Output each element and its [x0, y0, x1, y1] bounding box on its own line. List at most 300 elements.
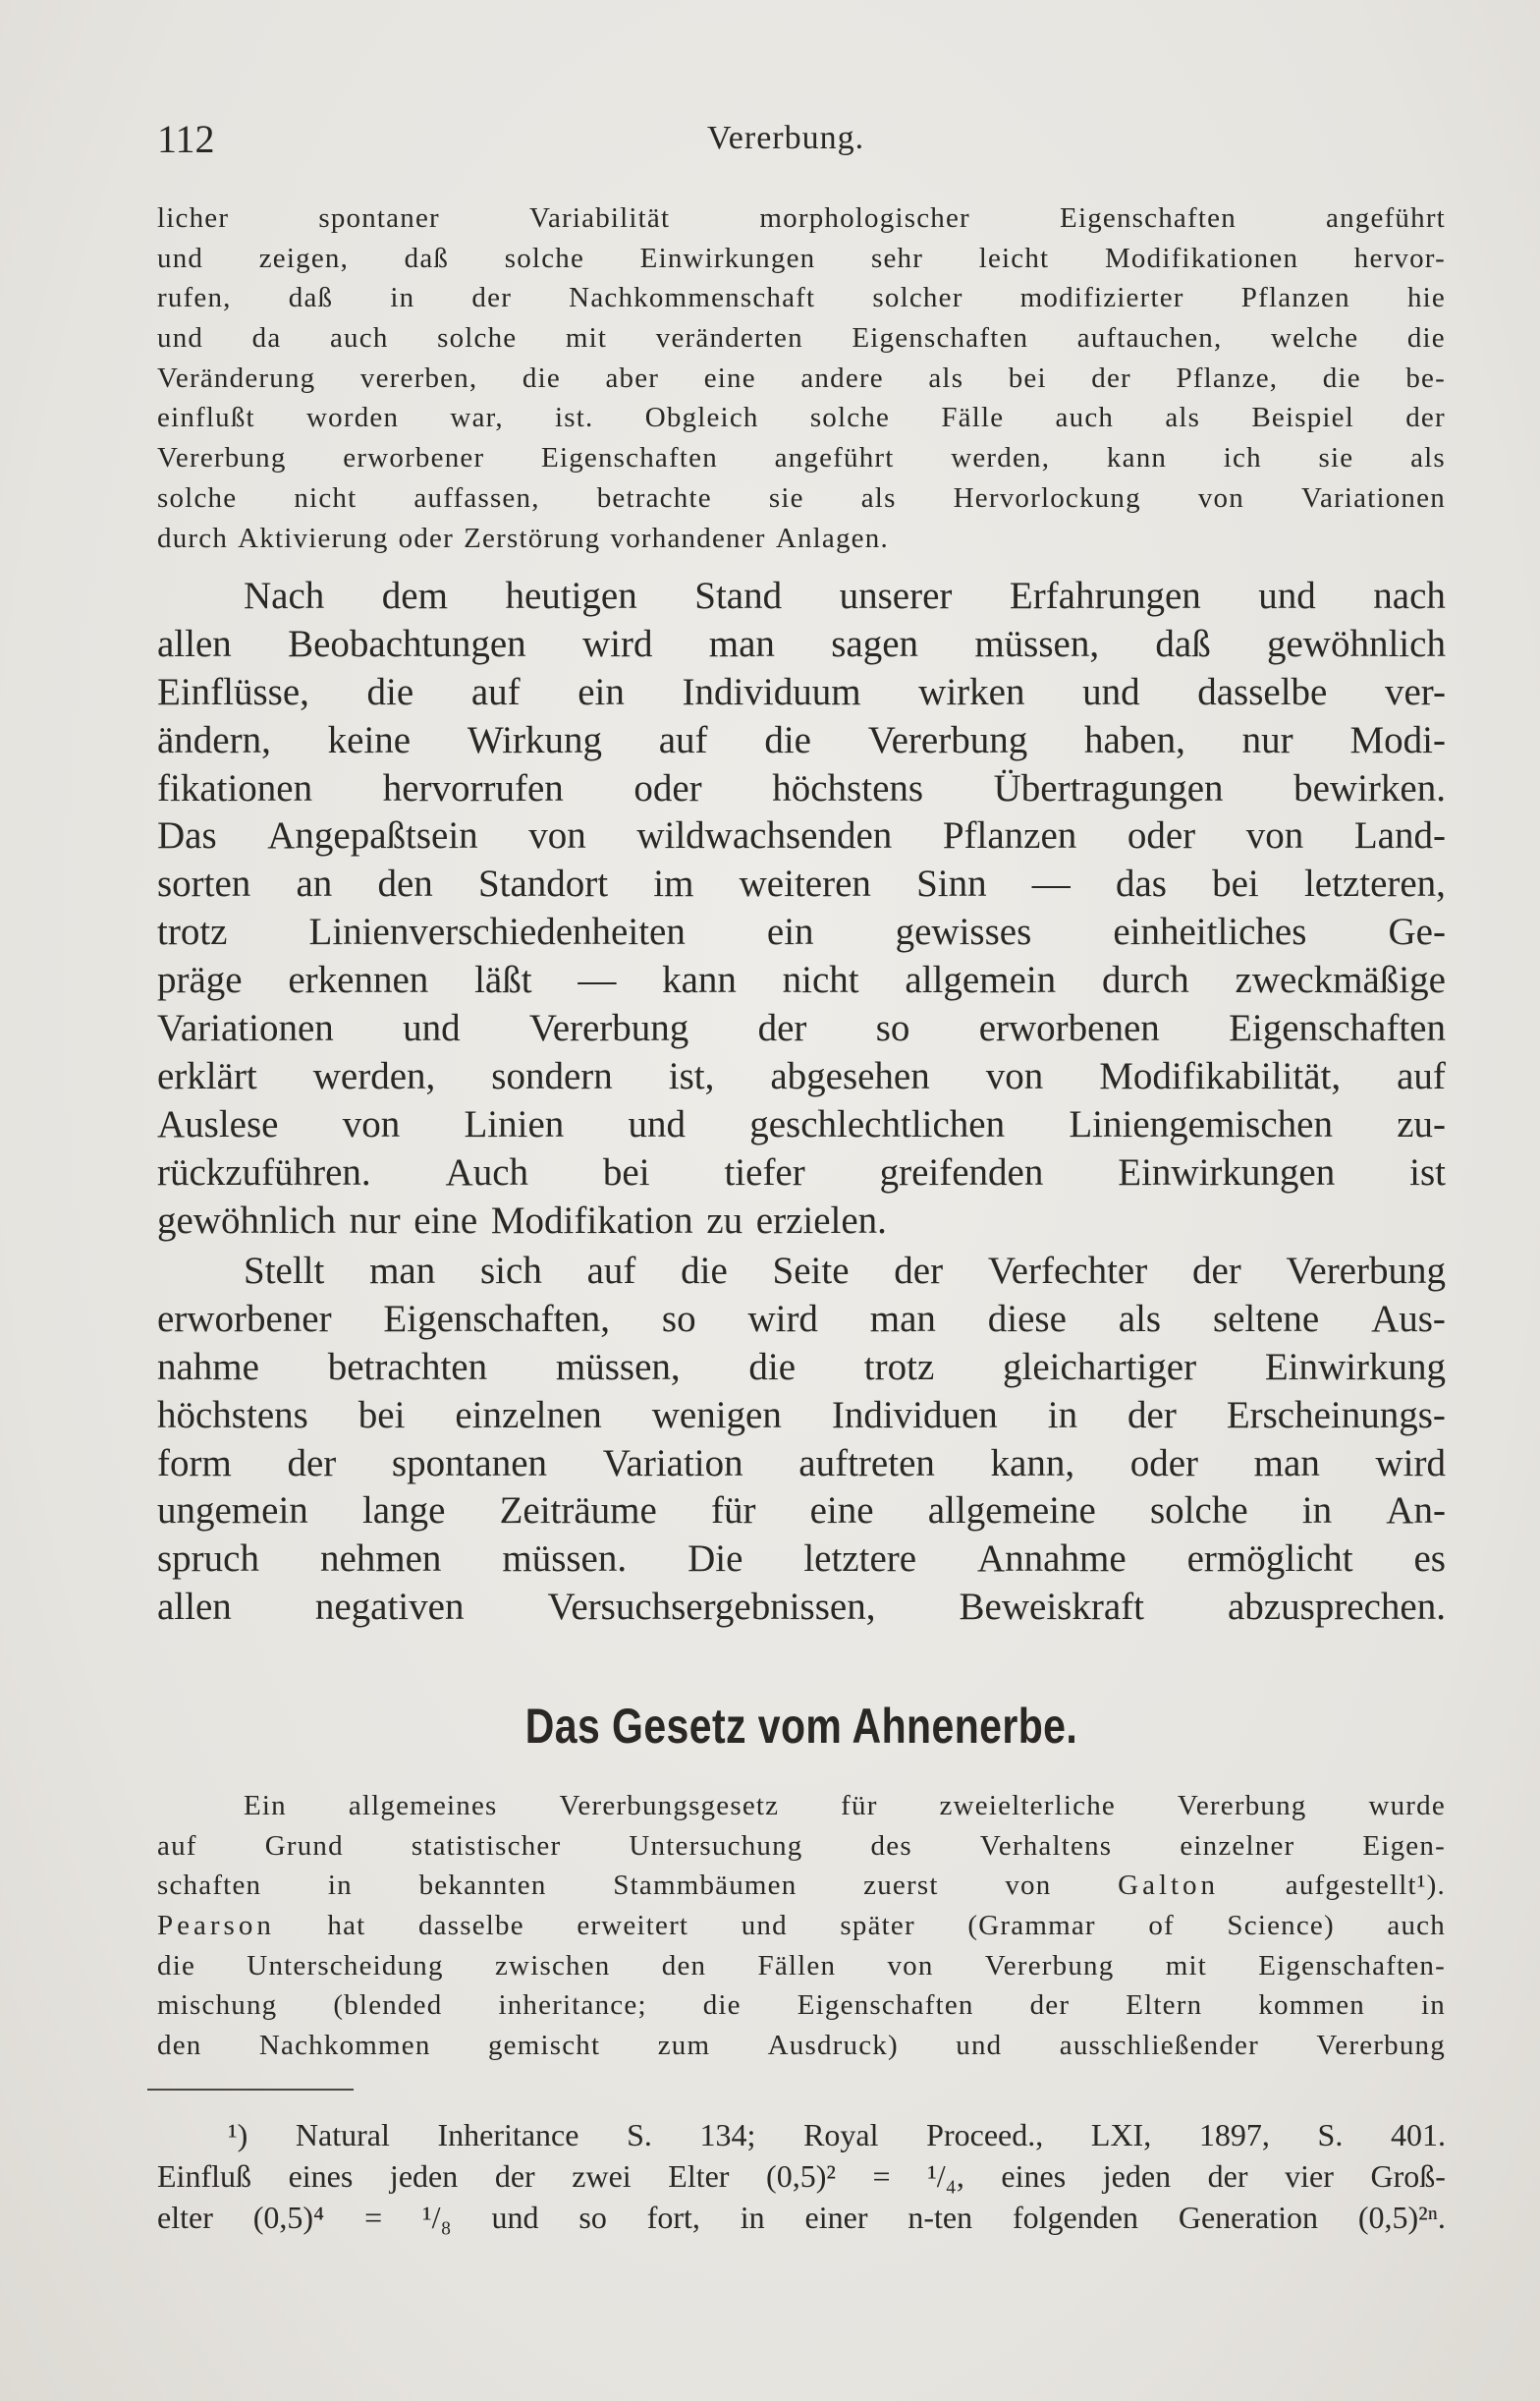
word: vier — [1285, 2158, 1334, 2194]
word: so — [578, 2200, 607, 2235]
word: — — [578, 959, 617, 1002]
word: man — [369, 1250, 436, 1292]
word: ¹/₄, — [927, 2158, 964, 2194]
text-line — [157, 1149, 1446, 1198]
word: jeden — [389, 2158, 459, 2194]
word: erworbenen — [978, 1007, 1160, 1050]
text-line — [157, 1536, 1446, 1584]
word: trotz — [863, 1345, 935, 1388]
word: gewisses — [895, 911, 1032, 954]
word: kann — [662, 959, 737, 1002]
word: Vererbung — [1316, 2030, 1446, 2062]
word: Vererbung — [984, 1949, 1115, 1982]
word: von — [1245, 814, 1304, 858]
word: in — [1421, 1989, 1446, 2022]
word: ich — [1223, 442, 1262, 475]
word: die — [764, 718, 811, 761]
word: licher — [157, 202, 230, 234]
word: Modifikationen — [1104, 242, 1299, 274]
word: sehr — [870, 242, 924, 274]
word: den — [661, 1949, 707, 1982]
word: An- — [1386, 1489, 1446, 1533]
word: letzteren, — [1303, 863, 1446, 906]
text-line — [157, 2026, 1446, 2066]
text-line — [157, 1786, 1446, 1826]
word: solche — [437, 322, 518, 355]
word: der — [471, 282, 513, 314]
text-line — [157, 621, 1446, 669]
text-line — [157, 1392, 1446, 1440]
word: Aktivierung — [238, 522, 389, 554]
word: auch — [1055, 402, 1115, 434]
word: Eigenschaften — [541, 442, 718, 475]
word: der — [894, 1250, 944, 1292]
word: (blended — [333, 1989, 443, 2022]
word: präge — [157, 959, 243, 1002]
word: ändern, — [157, 718, 271, 761]
word: die — [1406, 322, 1446, 355]
word: und — [403, 1007, 461, 1050]
word: Royal — [803, 2117, 879, 2152]
word: auf — [157, 1829, 197, 1862]
word: Pflanze, — [1176, 362, 1279, 394]
word: und — [157, 322, 204, 355]
word: daß — [404, 242, 450, 274]
word: Variation — [602, 1441, 743, 1484]
word: Linienverschiedenheiten — [308, 911, 686, 954]
word: Land- — [1353, 814, 1446, 858]
word: dasselbe — [1197, 670, 1328, 713]
word: Pearson — [157, 1910, 275, 1942]
word: sondern — [491, 1054, 613, 1097]
word: oder — [1129, 1441, 1199, 1484]
word: der — [287, 1441, 337, 1484]
word: Einwirkungen — [1118, 1150, 1336, 1194]
word: in — [1301, 1489, 1333, 1533]
word: erweitert — [577, 1910, 689, 1942]
word: Verhaltens — [979, 1829, 1113, 1862]
word: Eigenschaften- — [1258, 1949, 1446, 1982]
text-line — [157, 2197, 1446, 2238]
word: allen — [157, 1586, 232, 1629]
word: Natural — [295, 2117, 390, 2152]
word: solcher — [872, 282, 963, 314]
word: von — [985, 1054, 1044, 1097]
word: Groß- — [1370, 2158, 1446, 2194]
word: Eigenschaften — [852, 322, 1029, 355]
word: Individuum — [682, 670, 861, 713]
word: = — [364, 2200, 383, 2235]
word: Verfechter — [987, 1250, 1148, 1292]
word: ein — [766, 911, 814, 954]
word: oder — [398, 522, 454, 554]
word: diese — [987, 1297, 1067, 1340]
word: Ein — [244, 1790, 287, 1821]
word: Variabilität — [529, 202, 671, 234]
word: vererben, — [359, 362, 478, 394]
text-line — [157, 2155, 1446, 2197]
word: Eltern — [1126, 1989, 1203, 2022]
word: der — [1191, 1250, 1241, 1292]
word: Untersuchung — [629, 1829, 803, 1862]
text-line — [157, 278, 1446, 318]
word: Eigenschaften — [1060, 202, 1237, 234]
word: Erscheinungs- — [1226, 1393, 1446, 1436]
text-line — [157, 1946, 1446, 1986]
word: Proceed., — [926, 2117, 1044, 2152]
word: man — [1253, 1441, 1320, 1484]
word: ist. — [555, 402, 594, 434]
word: müssen, — [974, 622, 1100, 665]
word: haben, — [1084, 718, 1185, 761]
word: spruch — [157, 1537, 259, 1581]
word: betrachten — [327, 1345, 488, 1388]
word: nach — [1373, 575, 1446, 617]
word: in — [327, 1870, 353, 1902]
word: negativen — [314, 1586, 465, 1629]
word: zu- — [1397, 1102, 1446, 1145]
word: durch — [1101, 959, 1189, 1002]
word: mit — [565, 322, 608, 355]
word: zu — [706, 1199, 743, 1242]
word: Vererbung — [157, 442, 287, 475]
word: allgemeine — [927, 1489, 1096, 1533]
word: (Grammar — [967, 1910, 1096, 1942]
word: Aus- — [1371, 1297, 1446, 1340]
word: zum — [657, 2030, 711, 2062]
word: ist, — [668, 1054, 715, 1097]
word: ver- — [1384, 670, 1446, 713]
word: bei — [358, 1393, 406, 1436]
word: später — [840, 1910, 915, 1942]
word: auf — [658, 718, 708, 761]
word: als — [1410, 442, 1446, 475]
footnote — [157, 2114, 1446, 2238]
word: Grund — [264, 1829, 344, 1862]
word: leicht — [978, 242, 1050, 274]
word: (0,5)⁴ — [252, 2200, 325, 2235]
word: und — [1258, 575, 1316, 617]
word: zuerst — [863, 1870, 939, 1902]
word: kommen — [1258, 1989, 1365, 2022]
word: Anlagen. — [775, 522, 889, 554]
word: Annahme — [977, 1537, 1127, 1581]
text-line — [157, 1248, 1446, 1296]
word: Modi- — [1349, 718, 1446, 761]
word: zweckmäßige — [1235, 959, 1446, 1002]
word: erzielen. — [755, 1199, 887, 1242]
word: bewirken. — [1293, 766, 1446, 810]
word: Eigenschaften — [1229, 1007, 1446, 1050]
word: statistischer — [411, 1829, 562, 1862]
word: Seite — [772, 1250, 850, 1292]
word: Zeiträume — [499, 1489, 657, 1533]
word: in — [390, 282, 415, 314]
word: der — [1207, 2158, 1248, 2194]
text-line — [157, 239, 1446, 279]
word: elter — [157, 2200, 213, 2235]
word: sorten — [157, 863, 251, 906]
word: trotz — [157, 911, 228, 954]
word: nicht — [782, 959, 859, 1002]
word: und — [956, 2030, 1003, 2062]
word: Angepaßtsein — [267, 814, 478, 858]
text-line — [157, 359, 1446, 399]
word: auf — [586, 1250, 636, 1292]
text-line — [157, 1198, 1446, 1246]
word: fikationen — [157, 766, 313, 810]
word: ermöglicht — [1186, 1537, 1353, 1581]
word: worden — [306, 402, 400, 434]
word: sie — [768, 481, 804, 514]
text-line — [157, 717, 1446, 765]
word: der — [1091, 362, 1131, 394]
word: erklärt — [157, 1054, 257, 1097]
word: kann — [1106, 442, 1168, 475]
word: zeigen, — [258, 242, 350, 274]
word: morphologischer — [759, 202, 970, 234]
text-line — [157, 1101, 1446, 1149]
word: den — [157, 2030, 202, 2062]
word: ¹/₈ — [421, 2200, 452, 2235]
word: 134; — [699, 2117, 756, 2152]
word: es — [1413, 1537, 1446, 1581]
word: spontanen — [391, 1441, 548, 1484]
word: wildwachsenden — [636, 814, 893, 858]
word: so — [875, 1007, 910, 1050]
word: Versuchsergebnissen, — [547, 1586, 876, 1629]
word: allgemeines — [348, 1790, 498, 1821]
word: Obgleich — [644, 402, 759, 434]
word: schaften — [157, 1870, 262, 1902]
word: Standort — [477, 863, 609, 906]
word: bekannten — [418, 1870, 547, 1902]
word: oder — [633, 766, 702, 810]
text-line — [157, 519, 1446, 559]
word: der — [494, 2158, 535, 2194]
word: Das — [157, 814, 217, 858]
word: wird — [581, 622, 653, 665]
word: fort, — [646, 2200, 700, 2235]
word: keine — [327, 718, 412, 761]
word: nicht — [294, 481, 358, 514]
word: gleichartiger — [1003, 1345, 1197, 1388]
word: nur — [1241, 718, 1293, 761]
word: S. — [1317, 2117, 1344, 2152]
text-line — [157, 1005, 1446, 1053]
word: LXI, — [1090, 2117, 1152, 2152]
word: eine — [809, 1489, 874, 1533]
word: eine — [413, 1199, 478, 1242]
paragraph-continuation — [157, 198, 1446, 558]
word: Auch — [445, 1150, 529, 1194]
text-line — [157, 2114, 1446, 2155]
word: (0,5)² — [766, 2158, 836, 2194]
word: an — [296, 863, 333, 906]
word: of — [1148, 1910, 1175, 1942]
word: eine — [703, 362, 756, 394]
word: solche — [1150, 1489, 1248, 1533]
word: in — [740, 2200, 765, 2235]
word: form — [157, 1441, 232, 1484]
word: allgemein — [905, 959, 1057, 1002]
text-line — [157, 765, 1446, 813]
word: Variationen — [1301, 481, 1446, 514]
word: Beispiel — [1251, 402, 1355, 434]
word: Unterscheidung — [247, 1949, 444, 1982]
word: höchstens — [157, 1393, 308, 1436]
word: Eigenschaften, — [383, 1297, 611, 1340]
word: S. — [627, 2117, 652, 2152]
word: von — [1197, 481, 1244, 514]
word: hervor- — [1353, 242, 1446, 274]
word: Nach — [244, 575, 325, 617]
word: = — [872, 2158, 891, 2194]
text-line — [157, 198, 1446, 239]
word: rückzuführen. — [157, 1150, 371, 1194]
text-line — [157, 1866, 1446, 1906]
text-line — [157, 438, 1446, 478]
word: die — [748, 1345, 797, 1388]
word: eines — [288, 2158, 354, 2194]
word: auch — [1387, 1910, 1446, 1942]
word: des — [870, 1829, 912, 1862]
word: ein — [578, 670, 625, 713]
word: der — [1128, 1393, 1177, 1436]
word: Beobachtungen — [288, 622, 526, 665]
footnote-divider — [147, 2089, 354, 2091]
section-heading: Das Gesetz vom Ahnenerbe. — [524, 1699, 1078, 1754]
word: die — [366, 670, 414, 713]
word: zwischen — [494, 1949, 611, 1982]
word: angeführt — [1326, 202, 1446, 234]
word: be- — [1405, 362, 1446, 394]
word: Die — [688, 1537, 743, 1581]
word: allen — [157, 622, 232, 665]
word: modifizierter — [1019, 282, 1184, 314]
word: von — [887, 1949, 934, 1982]
word: einer — [804, 2200, 868, 2235]
page-number: 112 — [157, 117, 215, 161]
word: vorhandener — [610, 522, 766, 554]
word: Fällen — [757, 1949, 837, 1982]
word: Nachkommenschaft — [569, 282, 816, 314]
text-line — [157, 909, 1446, 957]
word: wirken — [918, 670, 1025, 713]
word: von — [1005, 1870, 1052, 1902]
word: hervorrufen — [382, 766, 564, 810]
word: daß — [288, 282, 334, 314]
text-line — [157, 478, 1446, 519]
word: bei — [1212, 863, 1259, 906]
word: die — [702, 1989, 742, 2022]
word: gewöhnlich — [157, 1199, 336, 1242]
word: seltene — [1212, 1297, 1320, 1340]
word: aufgestellt¹). — [1285, 1870, 1446, 1902]
word: und — [157, 242, 204, 274]
word: ausschließender — [1059, 2030, 1259, 2062]
word: Vererbung — [867, 718, 1028, 761]
word: andere — [800, 362, 884, 394]
word: müssen, — [555, 1345, 681, 1388]
word: Einfluß — [157, 2158, 251, 2194]
word: für — [710, 1489, 756, 1533]
word: erworbener — [343, 442, 485, 475]
word: Liniengemischen — [1069, 1102, 1333, 1145]
word: abgesehen — [770, 1054, 930, 1097]
word: Vererbung — [1177, 1790, 1307, 1821]
word: als — [928, 362, 964, 394]
word: lange — [361, 1489, 446, 1533]
word: greifenden — [879, 1150, 1044, 1194]
word: auftreten — [798, 1441, 935, 1484]
word: (0,5)²ⁿ. — [1357, 2200, 1446, 2235]
word: dem — [381, 575, 448, 617]
paragraph-ancestral-law — [157, 1786, 1446, 2066]
word: daß — [1155, 622, 1211, 665]
word: zwei — [572, 2158, 632, 2194]
word: für — [841, 1790, 878, 1821]
text-line — [157, 861, 1446, 909]
word: angeführt — [774, 442, 895, 475]
word: Hervorlockung — [953, 481, 1141, 514]
word: ungemein — [157, 1489, 308, 1533]
word: wird — [1375, 1441, 1446, 1484]
word: auffassen, — [413, 481, 540, 514]
text-line — [157, 1344, 1446, 1392]
word: einflußt — [157, 402, 255, 434]
word: kann, — [990, 1441, 1075, 1484]
word: — — [1031, 863, 1071, 906]
word: als — [860, 481, 897, 514]
word: von — [342, 1102, 401, 1145]
word: Elter — [668, 2158, 730, 2194]
word: erkennen — [288, 959, 429, 1002]
word: durch — [157, 522, 229, 554]
text-line — [157, 318, 1446, 359]
word: eines — [1001, 2158, 1067, 2194]
word: welche — [1270, 322, 1359, 355]
word: zweielterliche — [939, 1790, 1116, 1821]
word: n-ten — [908, 2200, 973, 2235]
running-head: Vererbung. — [707, 120, 865, 156]
word: und — [741, 1910, 788, 1942]
word: solche — [157, 481, 238, 514]
word: von — [528, 814, 586, 858]
word: nehmen — [319, 1537, 442, 1581]
word: auf — [470, 670, 521, 713]
word: Einflüsse, — [157, 670, 309, 713]
word: Vererbung — [1286, 1250, 1446, 1292]
word: werden, — [312, 1054, 436, 1097]
word: heutigen — [505, 575, 637, 617]
word: war, — [450, 402, 504, 434]
word: werden, — [951, 442, 1051, 475]
word: die — [681, 1250, 728, 1292]
text-line — [157, 1487, 1446, 1536]
text-line — [157, 398, 1446, 438]
word: unserer — [839, 575, 953, 617]
word: Wirkung — [467, 718, 602, 761]
word: auf — [1397, 1054, 1446, 1097]
word: wird — [747, 1297, 818, 1340]
word: betrachte — [596, 481, 712, 514]
word: Einwirkungen — [639, 242, 816, 274]
word: und — [628, 1102, 686, 1145]
word: solche — [809, 402, 891, 434]
word: mischung — [157, 1989, 278, 2022]
word: 401. — [1390, 2117, 1446, 2152]
